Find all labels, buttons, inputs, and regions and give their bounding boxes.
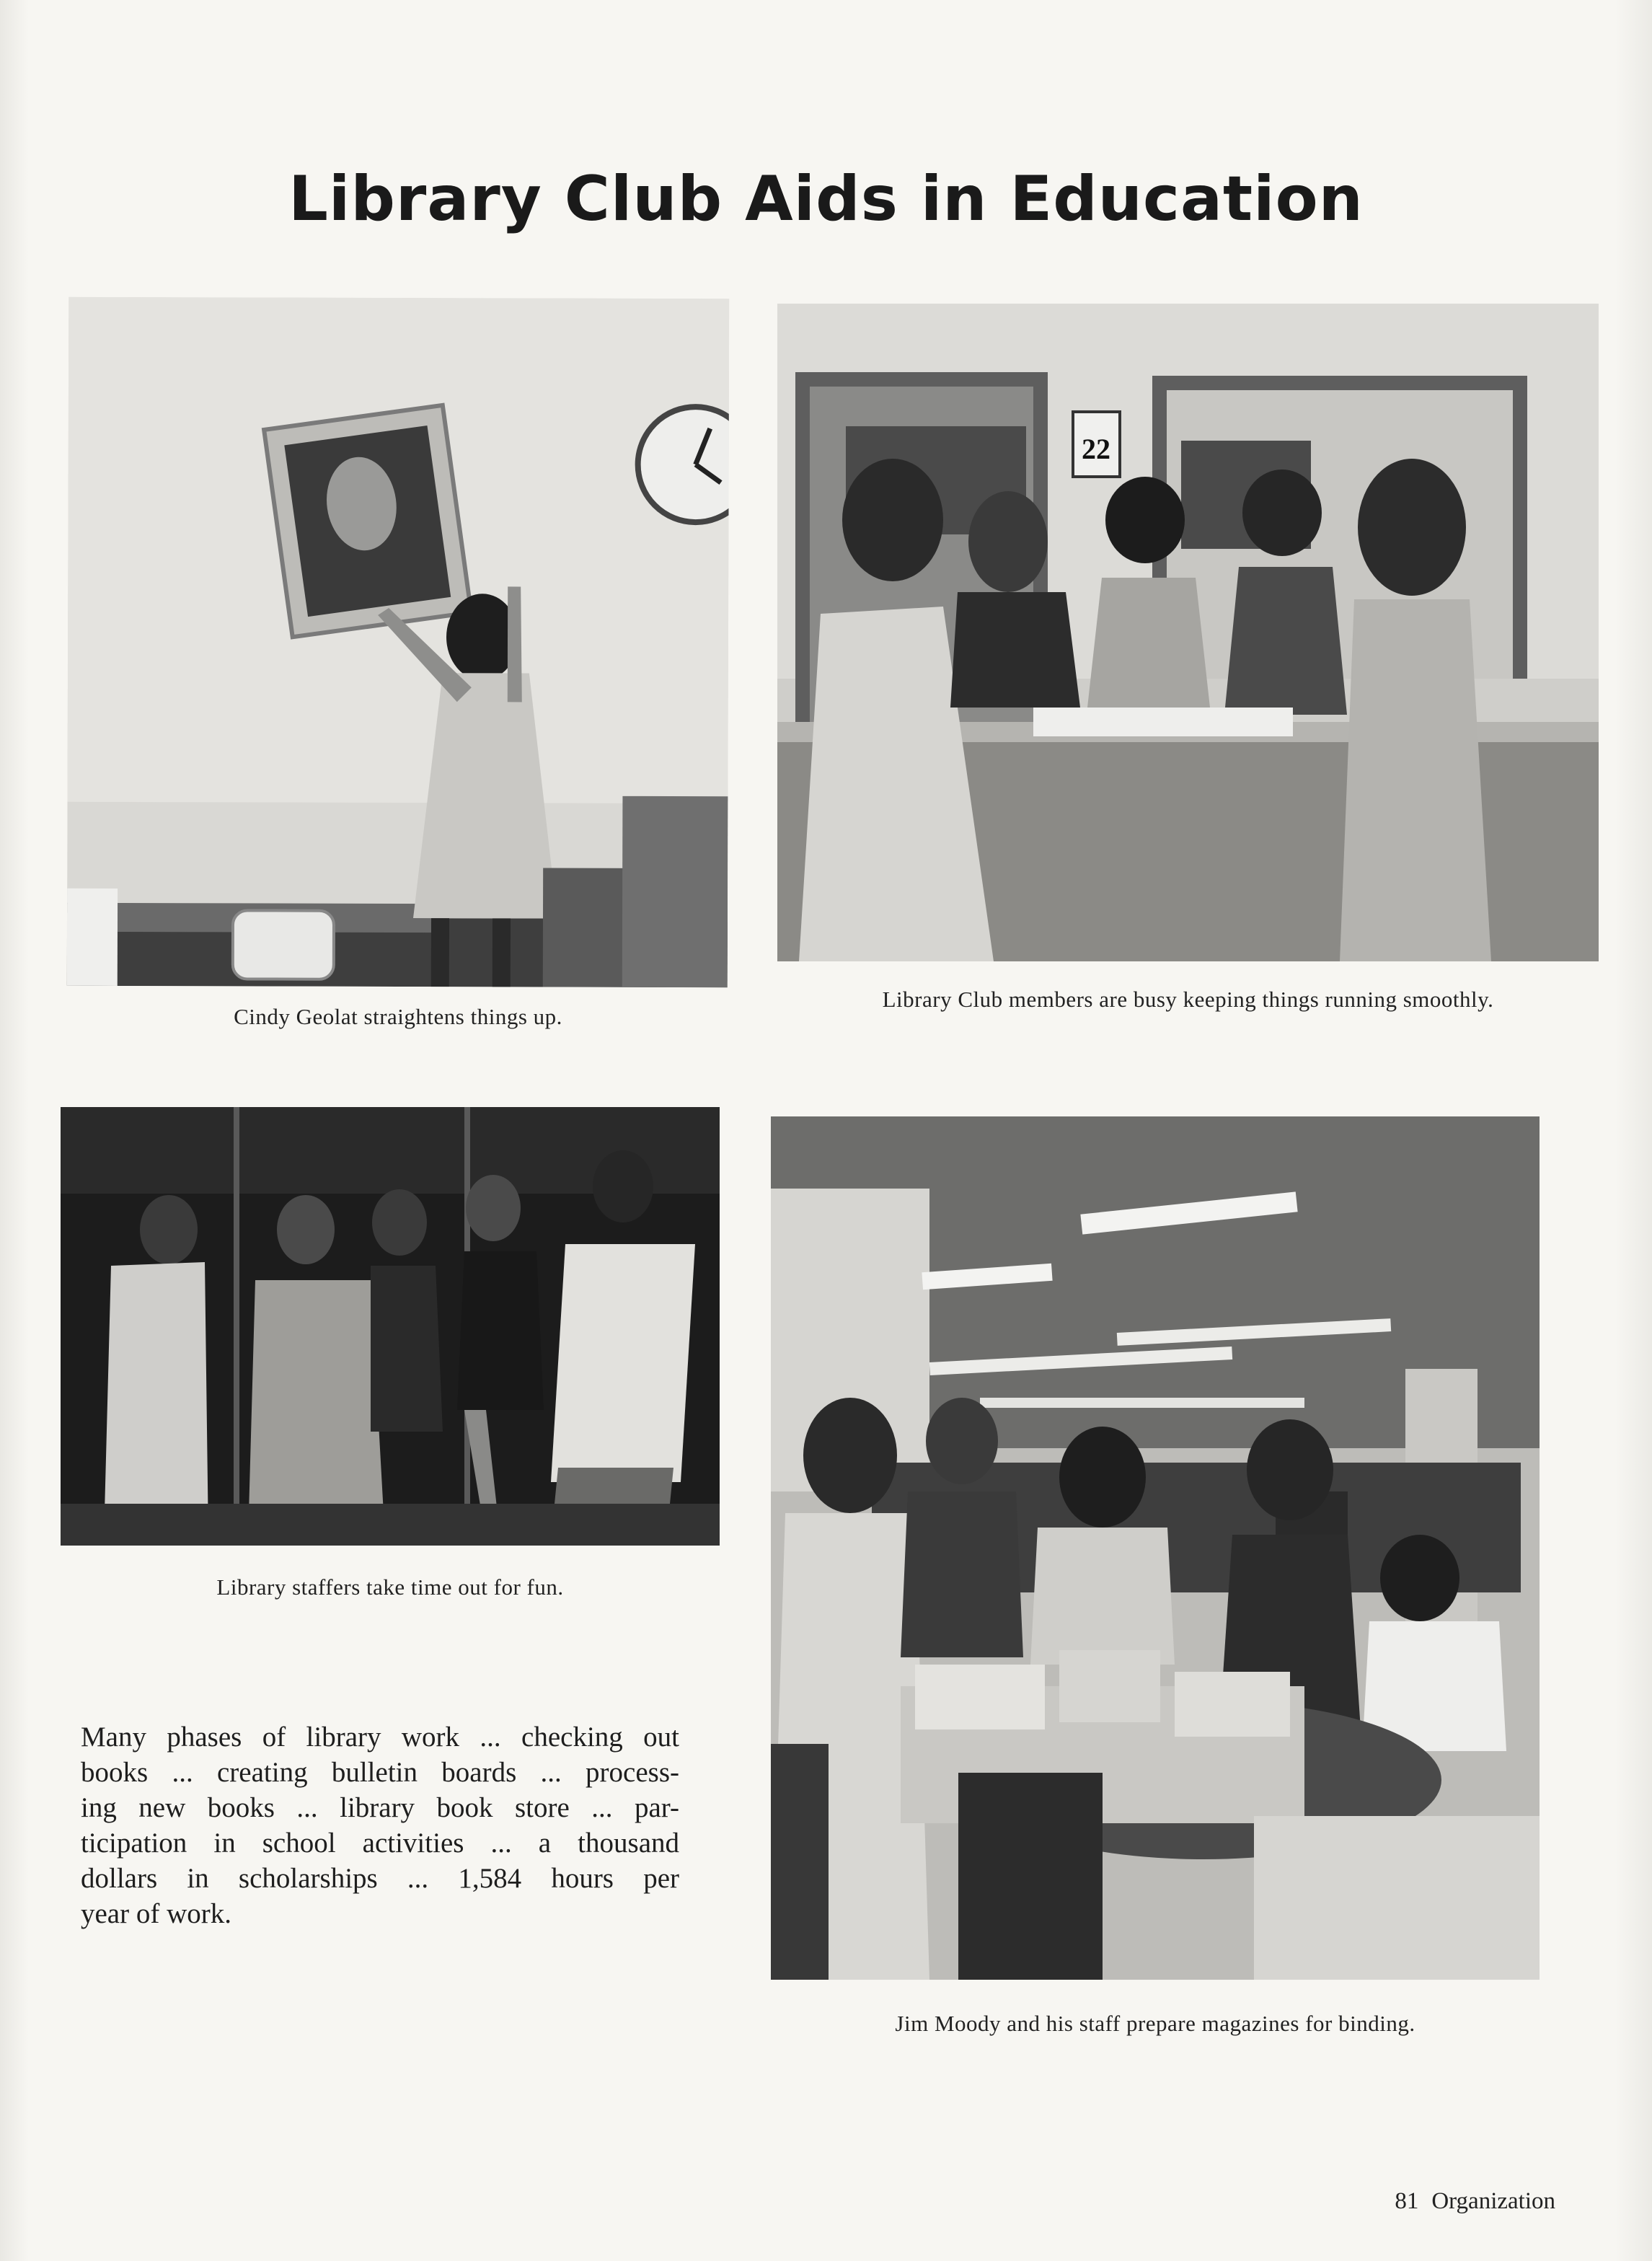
body-line: books ... creating bulletin boards ... process-	[81, 1757, 679, 1788]
page-number: 81	[1395, 2188, 1419, 2214]
photo-library-desk	[777, 304, 1599, 961]
body-line: Many phases of library work ... checking out	[81, 1722, 679, 1753]
photo-2-caption: Library Club members are busy keeping things running smoothly.	[882, 987, 1494, 1012]
page-title: Library Club Aids in Education	[288, 162, 1364, 235]
body-line: dollars in scholarships ... 1,584 hours per	[81, 1863, 679, 1894]
photo-3-caption: Library staffers take time out for fun.	[216, 1574, 564, 1600]
photo-binding-magazines	[771, 1116, 1540, 1980]
photo-portrait-on-wall	[67, 297, 729, 987]
photo-staffers-fun	[61, 1107, 720, 1546]
body-line: ing new books ... library book store ... par-	[81, 1792, 679, 1823]
page-footer	[1395, 2188, 1555, 2215]
section-name: Organization	[1431, 2188, 1555, 2214]
body-paragraph	[81, 1719, 679, 1931]
body-line: year of work.	[81, 1898, 231, 1929]
body-line: ticipation in school activities ... a thousand	[81, 1828, 679, 1859]
photo-4-caption: Jim Moody and his staff prepare magazines for binding.	[895, 2011, 1415, 2036]
photo-1-caption: Cindy Geolat straightens things up.	[234, 1004, 562, 1029]
wall-calendar-date: 22	[1082, 433, 1110, 465]
